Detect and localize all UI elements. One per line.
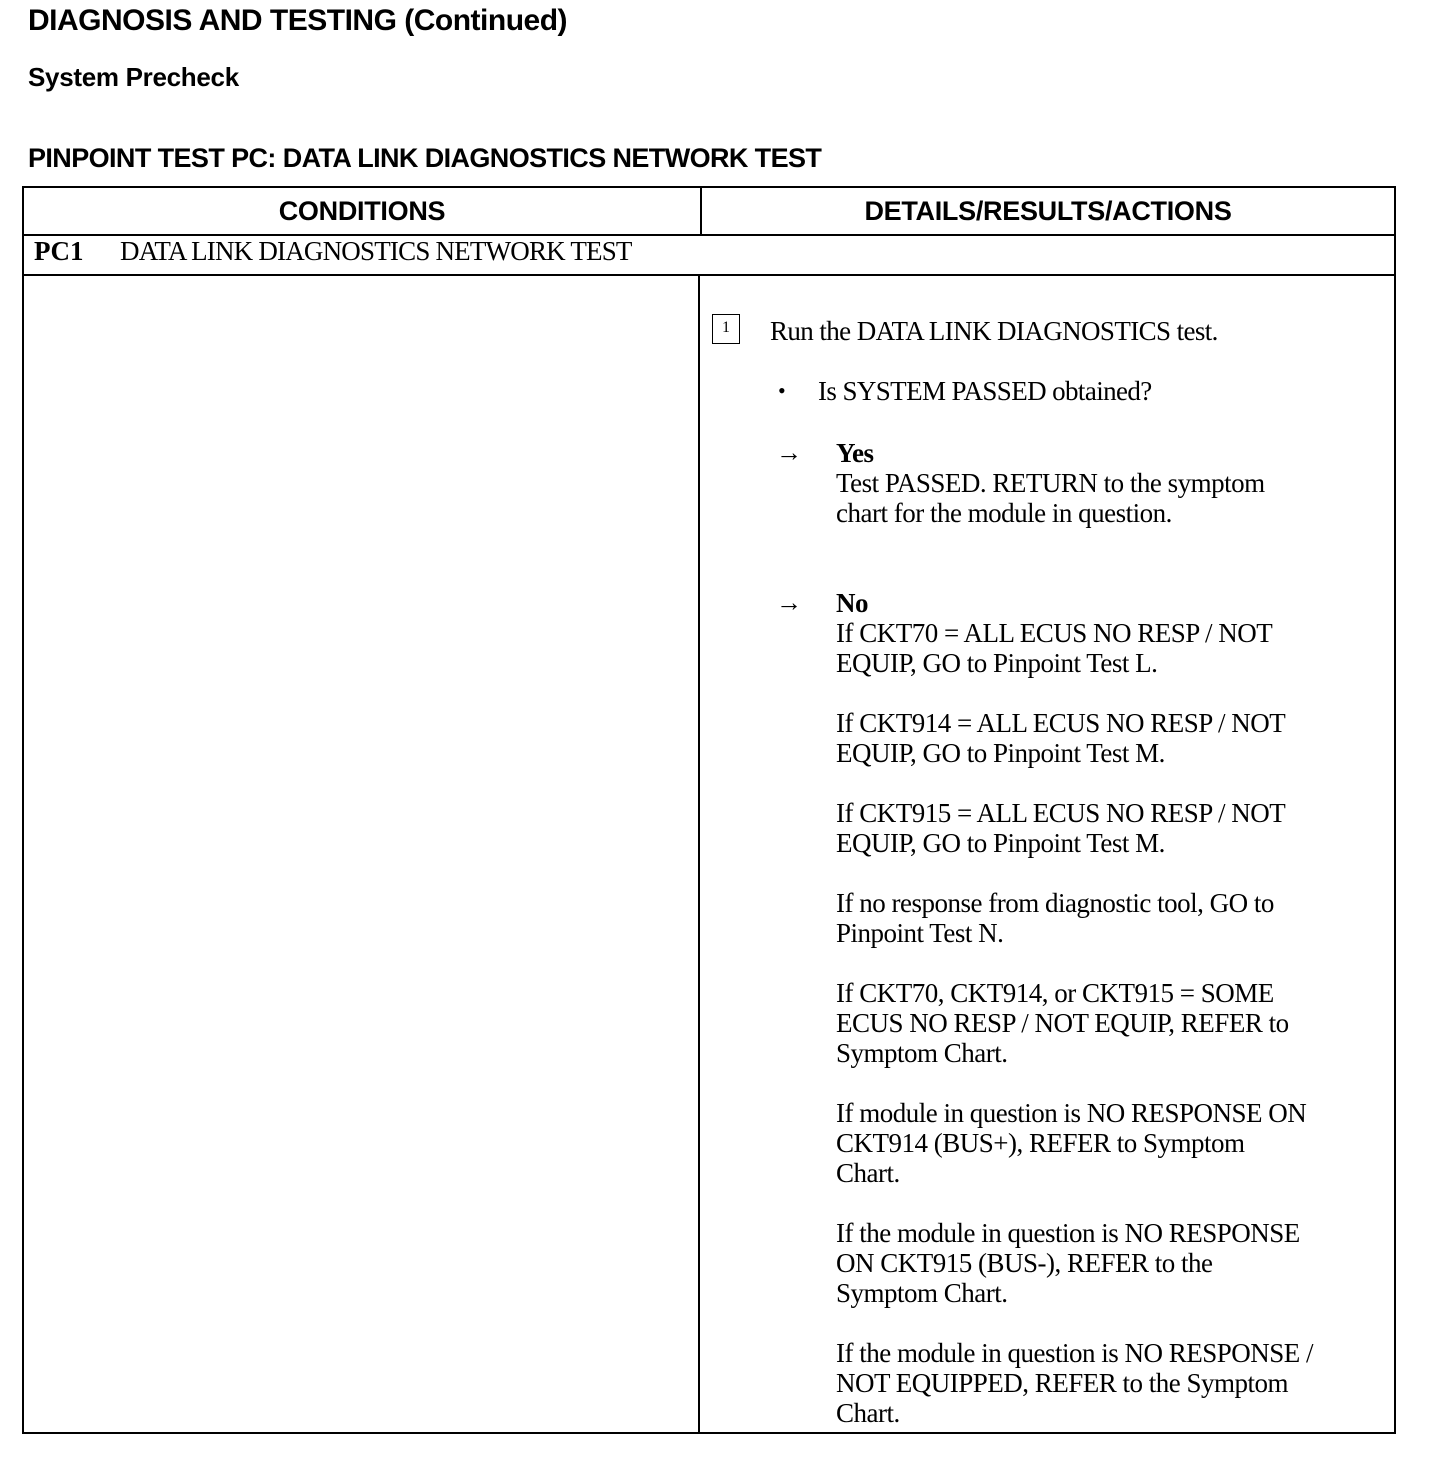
- section-title: DIAGNOSIS AND TESTING (Continued): [28, 4, 568, 37]
- question-text: Is SYSTEM PASSED obtained?: [818, 376, 1152, 406]
- yes-line: Test PASSED. RETURN to the symptom: [836, 468, 1265, 498]
- no-line: If CKT70 = ALL ECUS NO RESP / NOT: [836, 618, 1273, 648]
- yes-arrow-icon: →: [776, 438, 802, 467]
- no-paragraph: [836, 888, 1396, 948]
- step-number-box: 1: [712, 314, 740, 344]
- no-line: If CKT70, CKT914, or CKT915 = SOME: [836, 978, 1274, 1008]
- no-line: EQUIP, GO to Pinpoint Test M.: [836, 738, 1165, 768]
- no-line: Symptom Chart.: [836, 1278, 1008, 1308]
- no-paragraph: [836, 1218, 1396, 1308]
- no-arrow-icon: →: [776, 588, 802, 617]
- no-line: If the module in question is NO RESPONSE /: [836, 1338, 1313, 1368]
- pinpoint-test-table: [22, 186, 1396, 1434]
- no-line: ECUS NO RESP / NOT EQUIP, REFER to: [836, 1008, 1289, 1038]
- conditions-column-header: CONDITIONS: [24, 188, 702, 234]
- no-paragraph: [836, 978, 1396, 1068]
- column-divider: [698, 274, 700, 1432]
- no-paragraph: [836, 708, 1396, 768]
- no-line: If module in question is NO RESPONSE ON: [836, 1098, 1307, 1128]
- no-line: If CKT914 = ALL ECUS NO RESP / NOT: [836, 708, 1286, 738]
- no-line: NOT EQUIPPED, REFER to the Symptom: [836, 1368, 1289, 1398]
- no-line: Pinpoint Test N.: [836, 918, 1004, 948]
- no-line: EQUIP, GO to Pinpoint Test M.: [836, 828, 1165, 858]
- no-line: If CKT915 = ALL ECUS NO RESP / NOT: [836, 798, 1286, 828]
- no-paragraph: [836, 1338, 1396, 1428]
- conditions-cell: [24, 276, 698, 1432]
- no-paragraph: [836, 618, 1396, 678]
- bullet-icon: •: [778, 378, 786, 403]
- step-row: [24, 234, 1394, 276]
- no-line: If the module in question is NO RESPONSE: [836, 1218, 1300, 1248]
- no-paragraph: [836, 798, 1396, 858]
- yes-line: chart for the module in question.: [836, 498, 1172, 528]
- no-line: CKT914 (BUS+), REFER to Symptom: [836, 1128, 1245, 1158]
- no-line: Symptom Chart.: [836, 1038, 1008, 1068]
- subsection-title: System Precheck: [28, 62, 239, 92]
- no-line: If no response from diagnostic tool, GO to: [836, 888, 1274, 918]
- details-cell: [712, 276, 1394, 1432]
- details-column-header: DETAILS/RESULTS/ACTIONS: [864, 195, 1232, 226]
- no-line: EQUIP, GO to Pinpoint Test L.: [836, 648, 1158, 678]
- instruction-text: Run the DATA LINK DIAGNOSTICS test.: [770, 316, 1218, 346]
- step-id: PC1: [34, 236, 84, 266]
- pinpoint-test-title: PINPOINT TEST PC: DATA LINK DIAGNOSTICS NETWORK TEST: [28, 143, 822, 173]
- no-line: Chart.: [836, 1158, 900, 1188]
- yes-label: Yes: [836, 438, 874, 468]
- yes-result-block: [836, 438, 1396, 528]
- step-title: DATA LINK DIAGNOSTICS NETWORK TEST: [120, 236, 632, 266]
- no-paragraph: [836, 1098, 1396, 1188]
- no-result-block: [836, 588, 1396, 1428]
- no-label: No: [836, 588, 868, 618]
- no-line: Chart.: [836, 1398, 900, 1428]
- table-header-row: [24, 188, 1394, 236]
- no-line: ON CKT915 (BUS-), REFER to the: [836, 1248, 1213, 1278]
